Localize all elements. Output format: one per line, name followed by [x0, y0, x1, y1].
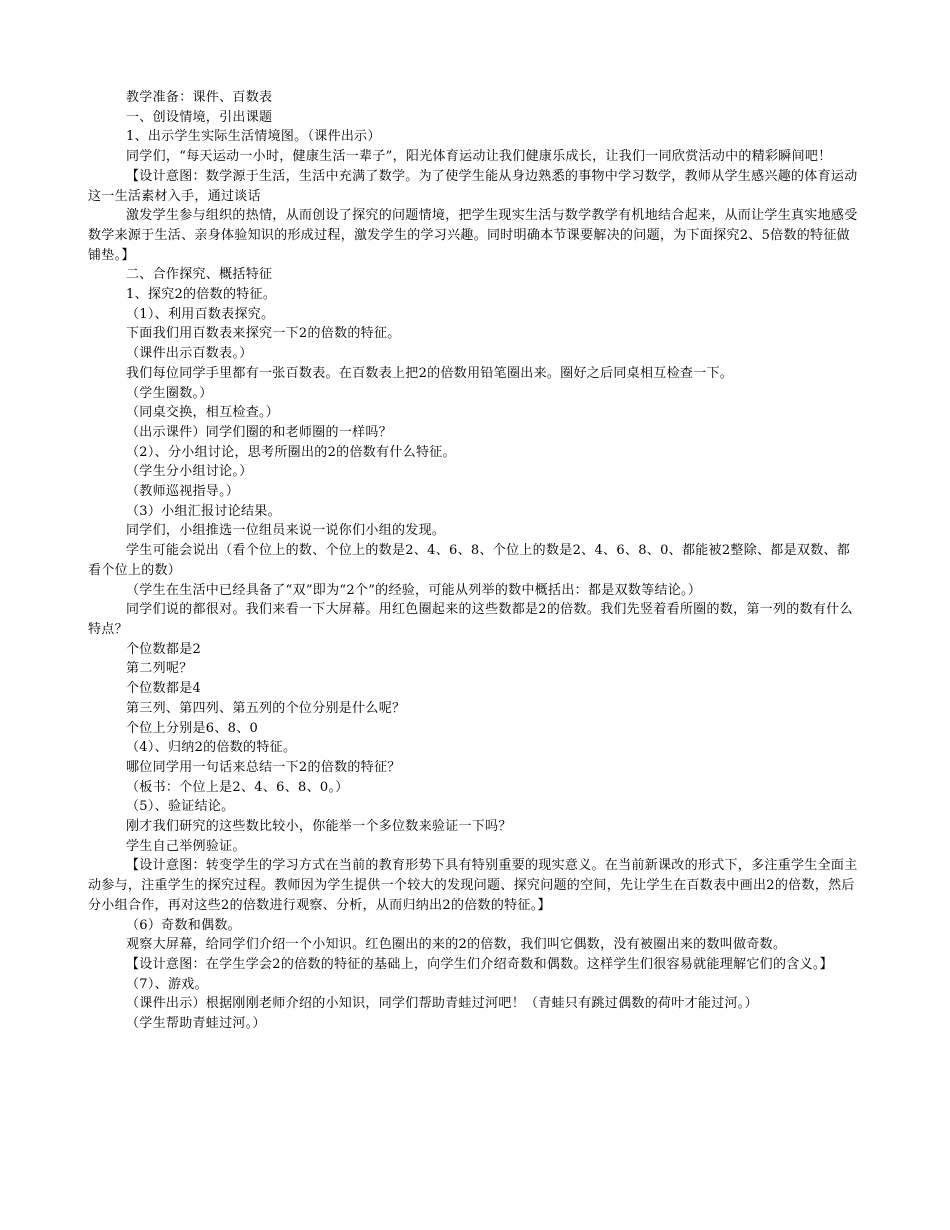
document-body [88, 88, 858, 1034]
paragraph-teacher-guidance: （教师巡视指导。） [126, 484, 240, 500]
paragraph-design-intent-2: 【设计意图：转变学生的学习方式在当前的教育形势下具有特别重要的现实意义。在当前新课改的形式下，多注重学生全面主动参与，注重学生的探究过程。教师因为学生提供一个较大的发现问题、探究问题的空间，先让学生在百数表中画出2的倍数，然后分小组合作，再对这些2的倍数进行观察、分析，从而归纳出2的倍数的特征。】 [88, 858, 858, 913]
paragraph-use-hundred-chart: 下面我们用百数表来探究一下2的倍数的特征。 [126, 326, 401, 342]
paragraph-summarize: 哪位同学用一句话来总结一下2的倍数的特征？ [126, 759, 401, 775]
paragraph-show-image: 1、出示学生实际生活情境图。（课件出示） [126, 129, 381, 145]
paragraph-design-intent-3: 【设计意图：在学生学会2的倍数的特征的基础上，向学生们介绍奇数和偶数。这样学生们很容易就能理解它们的含义。】 [126, 956, 833, 972]
paragraph-other-columns: 第三列、第四列、第五列的个位分别是什么呢？ [126, 700, 406, 716]
paragraph-teaching-prep: 教学准备：课件、百数表 [126, 90, 273, 105]
paragraph-peer-check: （同桌交换，相互检查。） [126, 405, 280, 421]
paragraph-frog-game: （课件出示）根据刚刚老师介绍的小知识，同学们帮助青蛙过河吧！（青蛙只有跳过偶数的荷叶才能过河。） [126, 996, 758, 1012]
paragraph-step-5: （5）、验证结论。 [126, 799, 235, 815]
paragraph-explore-multiples-of-2: 1、探究2的倍数的特征。 [126, 287, 277, 303]
paragraph-step-1: （1）、利用百数表探究。 [126, 306, 275, 322]
paragraph-help-frog: （学生帮助青蛙过河。） [126, 1016, 266, 1032]
paragraph-units-digit-2: 个位数都是2 [126, 641, 202, 657]
paragraph-units-digits-6-8-0: 个位上分别是6、8、0 [126, 720, 259, 736]
paragraph-design-intent-1: 【设计意图：数学源于生活，生活中充满了数学。为了使学生能从身边熟悉的事物中学习数学，教师从学生感兴趣的体育运动这一生活素材入手，通过谈话 [88, 168, 858, 204]
heading-cooperative-exploration: 二、合作探究、概括特征 [126, 267, 273, 283]
paragraph-step-4: （4）、归纳2的倍数的特征。 [126, 740, 297, 756]
paragraph-group-discussion: （学生分小组讨论。） [126, 464, 253, 480]
paragraph-step-7: （7）、游戏。 [126, 976, 208, 992]
paragraph-step-3: （3）小组汇报讨论结果。 [126, 503, 281, 519]
paragraph-even-experience: （学生在生活中已经具备了“双”即为“2个”的经验，可能从列举的数中概括出：都是双数等结论。） [126, 582, 702, 598]
paragraph-possible-answers: 学生可能会说出（看个位上的数、个位上的数是2、4、6、8、个位上的数是2、4、6、8、0、都能被2整除、都是双数、都看个位上的数） [88, 543, 851, 578]
paragraph-board-writing: （板书：个位上是2、4、6、8、0。） [126, 779, 349, 795]
paragraph-look-at-screen: 同学们说的都很对。我们来看一下大屏幕。用红色圈起来的这些数都是2的倍数。我们先竖着看所圈的数，第一列的数有什么特点？ [88, 602, 853, 637]
paragraph-group-report: 同学们，小组推选一位组员来说一说你们小组的发现。 [126, 523, 446, 539]
paragraph-show-hundred-chart: （课件出示百数表。） [126, 346, 253, 362]
paragraph-circle-multiples: 我们每位同学手里都有一张百数表。在百数表上把2的倍数用铅笔圈出来。圈好之后同桌相互检查一下。 [126, 365, 734, 381]
paragraph-design-intent-1-cont: 激发学生参与组织的热情，从而创设了探究的问题情境，把学生现实生活与数学教学有机地结合起来，从而让学生真实地感受数学来源于生活、亲身体验知识的形成过程，激发学生的学习兴趣。同时明确本节课要解决的问题，为下面探究2、5倍数的特征做铺垫。】 [88, 208, 858, 263]
paragraph-second-column: 第二列呢？ [126, 661, 193, 677]
paragraph-units-digit-4: 个位数都是4 [126, 681, 202, 697]
paragraph-step-6: （6）奇数和偶数。 [126, 917, 241, 933]
paragraph-intro-students: 同学们，“每天运动一小时，健康生活一辈子”，阳光体育运动让我们健康乐成长，让我们一同欣赏活动中的精彩瞬间吧！ [126, 149, 832, 165]
paragraph-students-verify: 学生自己举例验证。 [126, 838, 246, 854]
heading-create-situation: 一、创设情境，引出课题 [126, 109, 273, 125]
paragraph-step-2: （2）、分小组讨论，思考所圈出的2的倍数有什么特征。 [126, 444, 456, 460]
paragraph-verify-multi-digit: 刚才我们研究的这些数比较小，你能举一个多位数来验证一下吗？ [126, 819, 512, 835]
paragraph-show-courseware: （出示课件）同学们圈的和老师圈的一样吗？ [126, 424, 393, 440]
paragraph-odd-even-intro: 观察大屏幕，给同学们介绍一个小知识。红色圈出的来的2的倍数，我们叫它偶数，没有被圈出来的数叫做奇数。 [126, 937, 787, 953]
paragraph-students-circle: （学生圈数。） [126, 385, 213, 401]
